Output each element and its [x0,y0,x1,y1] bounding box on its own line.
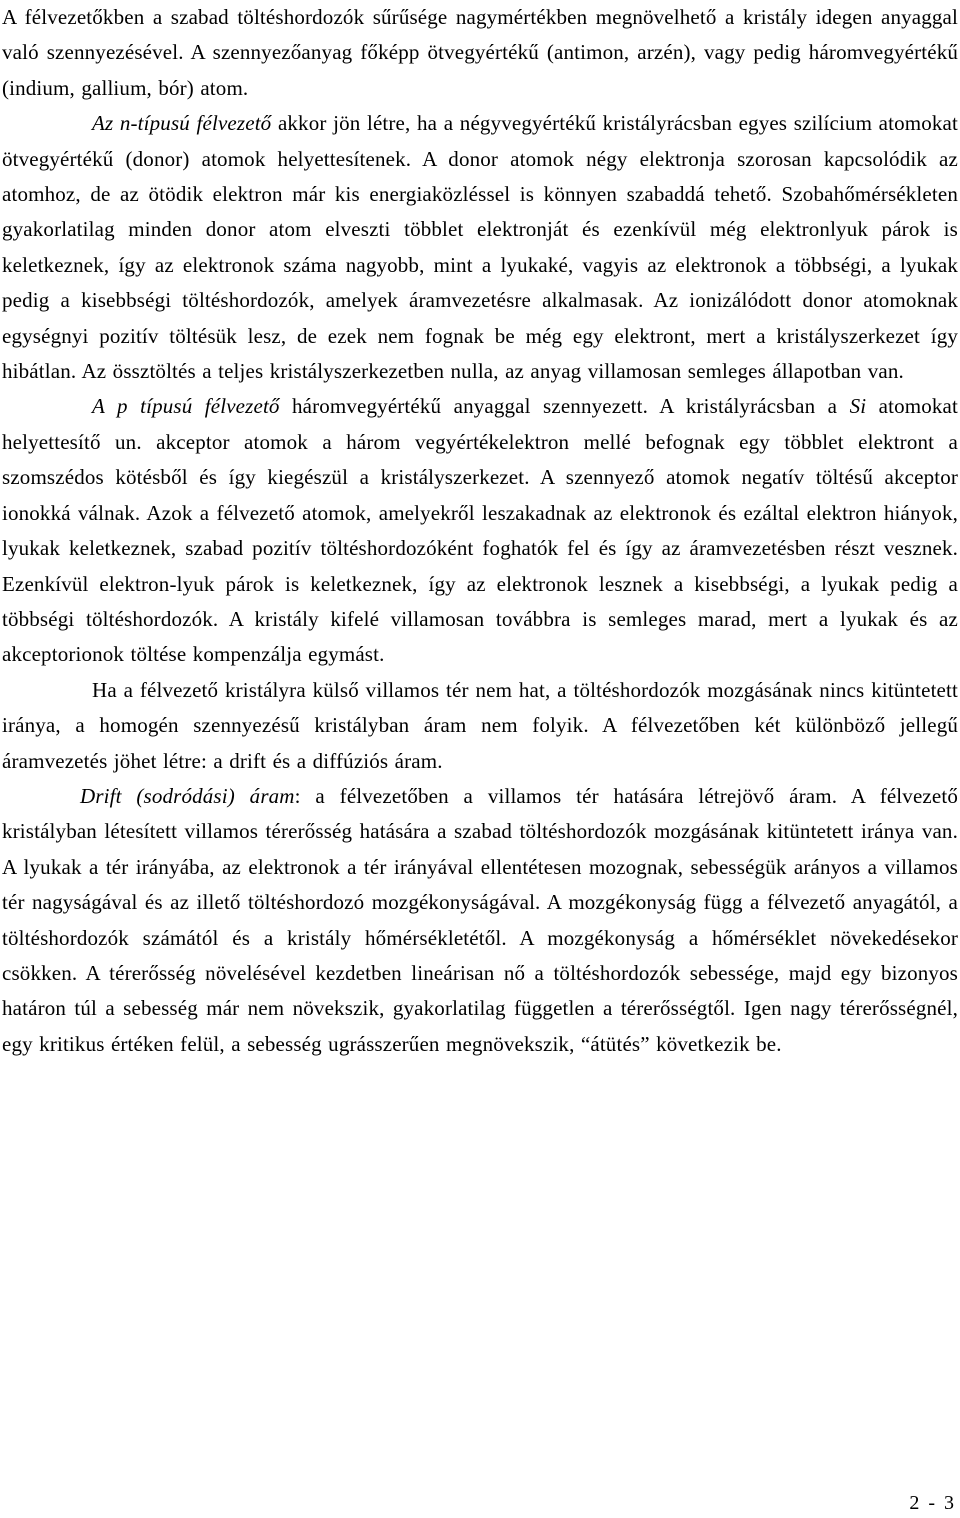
paragraph-p-type-body-b: atomokat helyettesítő un. akceptor atomok a három vegyértékelektron mellé befognak egy többlet elektront a szomszédos kötésből és így kiegészül a kristályszerkezet. A szennyező atomok negatív töltésű akceptor ionokká válnak. Azok a félvezető atomok, amelyekről leszakadnak az elektronok és ezáltal elektron hiányok, lyukak keletkeznek, szabad pozitív töltéshordozóként foghatók fel és így az áramvezetésben részt vesznek. Ezenkívül elektron-lyuk párok is keletkeznek, így az elektronok lesznek a kisebbségi, a lyukak pedig a többségi töltéshordozók. A kristály kifelé villamosan továbbra is semleges marad, mert a lyukak és az akceptorionok töltése kompenzálja egymást. [2,394,958,667]
paragraph-drift-body: : a félvezetőben a villamos tér hatására létrejövő áram. A félvezető kristályban létesített villamos térerősség hatására a szabad töltéshordozók mozgásának kitüntetett iránya van. A lyukak a tér irányába, az elektronok a tér irányával ellentétesen mozognak, sebességük arányos a villamos tér nagyságával és az illető töltéshordozó mozgékonyságával. A mozgékonyság függ a félvezető anyagától, a töltéshordozók számától és a kristály hőmérsékletétől. A mozgékonyság a hőmérséklet növekedésekor csökken. A térerősség növelésével kezdetben lineárisan nő a töltéshordozók sebessége, majd egy bizonyos határon túl a sebesség már nem növekszik, gyakorlatilag független a térerősségtől. Igen nagy térerősségnél, egy kritikus értéken felül, a sebesség ugrásszerűen megnövekszik, “átütés” következik be. [2,783,958,1056]
paragraph-n-type [2,106,958,389]
paragraph-p-type-body-a: háromvegyértékű anyaggal szennyezett. A kristályrácsban a [279,394,850,419]
paragraph-n-type-body: akkor jön létre, ha a négyvegyértékű kristályrácsban egyes szilícium atomokat ötvegyértékű (donor) atomok helyettesítenek. A donor atomok négy elektronja szorosan kapcsolódik az atomhoz, de az ötödik elektron már kis energiaközléssel is könnyen szabaddá tehető. Szobahőmérsékleten gyakorlatilag minden donor atom elveszti többlet elektronját és ezenkívül még elektronlyuk párok is keletkeznek, így az elektronok száma nagyobb, mint a lyukaké, vagyis az elektronok a többségi, a lyukak pedig a kisebbségi töltéshordozók, amelyek áramvezetésre alkalmasak. Az ionizálódott donor atomoknak egységnyi pozitív töltésük lesz, de ezek nem fognak be még egy elektront, mert a kristályszerkezet így hibátlan. Az össztöltés a teljes kristályszerkezetben nulla, az anyag villamosan semleges állapotban van. [2,111,959,384]
document-page [2,0,958,1062]
paragraph-drift-current [2,779,958,1062]
term-p-type: A p típusú félvezető [92,394,280,419]
paragraph-doping-intro: A félvezetőkben a szabad töltéshordozók sűrűsége nagymértékben megnövelhető a kristály idegen anyaggal való szennyezésével. A szennyezőanyag főképp ötvegyértékű (antimon, arzén), vagy pedig háromvegyértékű (indium, gallium, bór) atom. [2,5,958,100]
paragraph-no-field: Ha a félvezető kristályra külső villamos tér nem hat, a töltéshordozók mozgásának nincs kitüntetett iránya, a homogén szennyezésű kristályban áram nem folyik. A félvezetőben két különböző jellegű áramvezetés jöhet létre: a drift és a diffúziós áram. [2,677,958,773]
page-number: 2 - 3 [909,1492,956,1514]
paragraph-p-type [2,389,958,672]
term-drift-current: Drift (sodródási) áram [80,783,295,808]
silicon-symbol: Si [849,394,867,419]
term-n-type: Az n-típusú félvezető [92,111,272,136]
